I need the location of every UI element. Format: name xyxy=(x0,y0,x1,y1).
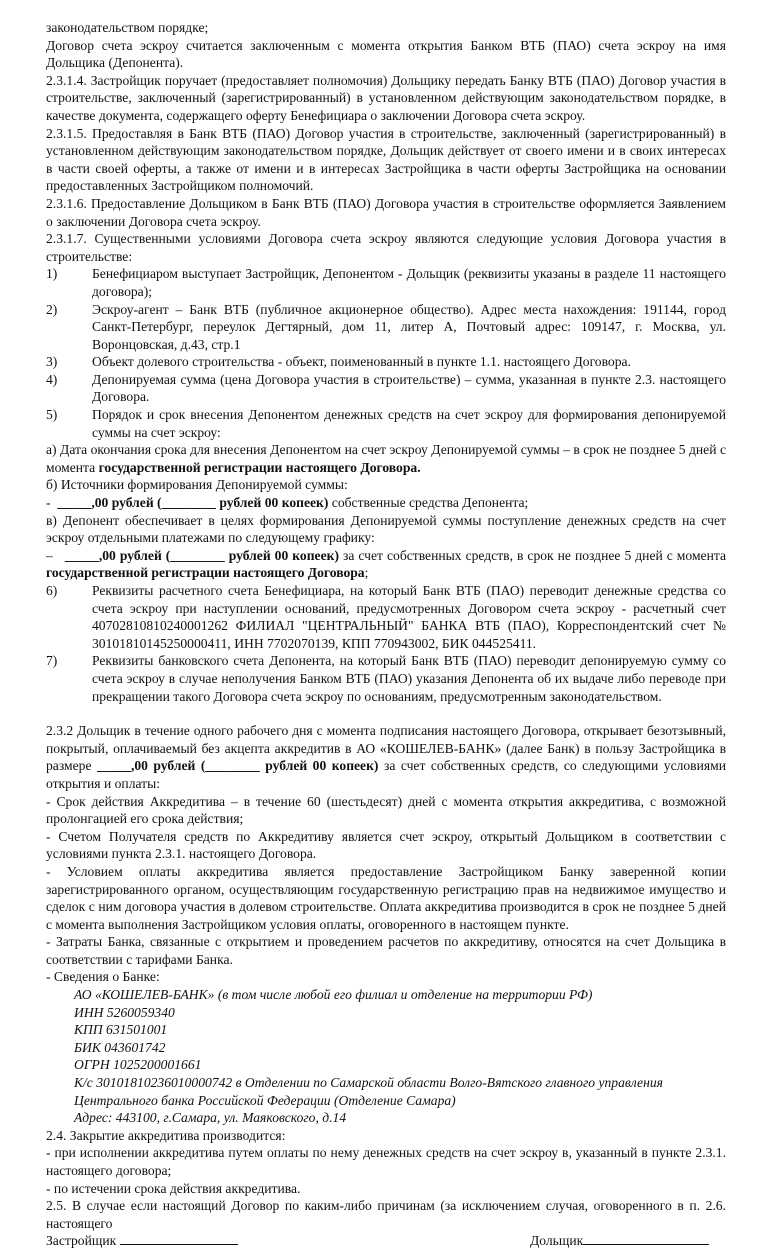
signature-block xyxy=(46,1232,726,1250)
signature-shareholder-label: Дольщик xyxy=(530,1233,584,1249)
list-number: 3) xyxy=(46,354,58,370)
sum-description: за счет собственных средств, в срок не позднее 5 дней с момента xyxy=(338,547,726,563)
list-number: 5) xyxy=(46,407,58,423)
list-item xyxy=(46,265,726,300)
condition-bank-info: - Сведения о Банке: xyxy=(46,969,160,985)
list-text: Объект долевого строительства - объект, поименованный в пункте 1.1. настоящего Договора. xyxy=(92,354,631,370)
list-number: 1) xyxy=(46,266,58,282)
paragraph-2-3-2-text: 2.3.2 Дольщик в течение одного рабочего дня с момента подписания настоящего Договора, открывает безотзывный, покрытый, оплачиваемый без акцепта аккредитив в АО «КОШЕЛЕВ-БАНК» (далее Банк) в пользу Застройщика в размере xyxy=(46,723,726,774)
condition-payment: - Условием оплаты аккредитива является предоставление Застройщиком Банку заверенной копии зарегистрированного органом, осуществляющим государственную регистрацию прав на недвижимое имущество и сделок с ним договора участия в долевом строительстве. Оплата аккредитива производится в срок не позднее 5 дней с момента выполнения Застройщиком условия оплаты, оговоренного в настоящем пункте. xyxy=(46,863,726,932)
bank-correspondent-account: К/с 30101810236010000742 в Отделении по Самарской области Волго-Вятского главного управления Центрального банка Российской Федерации (Отделение Самара) xyxy=(74,1075,663,1108)
list-number: 6) xyxy=(46,583,58,598)
condition-recipient: - Счетом Получателя средств по Аккредитиву является счет эскроу, открытый Дольщиком в соответствии с условиями пункта 2.3.1. настоящего Договора. xyxy=(46,828,726,862)
paragraph-2-4: 2.4. Закрытие аккредитива производится: xyxy=(46,1127,286,1143)
signature-shareholder xyxy=(530,1232,709,1250)
sum-description: собственные средства Депонента; xyxy=(328,495,529,511)
list-item xyxy=(46,301,726,354)
bank-address: Адрес: 443100, г.Самара, ул. Маяковского, д.14 xyxy=(74,1110,347,1126)
list-item xyxy=(46,406,726,441)
document-page xyxy=(46,19,726,1250)
sum-line-2 xyxy=(46,547,726,582)
sum-end: ; xyxy=(364,565,369,581)
list-item xyxy=(46,371,726,406)
list-text: Реквизиты расчетного счета Бенефициара, на который Банк ВТБ (ПАО) переводит денежные средства со счета эскроу при наступлении оснований, предусмотренных Договором счета эскроу - расчетный счет 40702810810240001262 ФИЛИАЛ "ЦЕНТРАЛЬНЫЙ" БАНКА ВТБ (ПАО), Корреспондентский счет № 30101810145250000411, ИНН 7702070139, КПП 770943002, БИК 044525411. xyxy=(92,583,726,651)
sum-amount-blank: _____,00 рублей (________ рублей 00 копеек) xyxy=(57,495,329,511)
condition-costs: - Затраты Банка, связанные с открытием и проведением расчетов по аккредитиву, относятся на счет Дольщика в соответствии с тарифами Банка. xyxy=(46,934,726,967)
list-number: 2) xyxy=(46,301,58,317)
sum-line-1 xyxy=(46,494,726,512)
sum-amount-blank: _____,00 рублей (________ рублей 00 копеек) xyxy=(96,758,379,774)
sum-prefix: – xyxy=(46,547,65,563)
paragraph-2-3-1-7: 2.3.1.7. Существенными условиями Договора счета эскроу являются следующие условия Договора участия в строительстве: xyxy=(46,231,726,264)
paragraph: законодательством порядке; xyxy=(46,20,209,35)
sum-prefix: - xyxy=(46,495,58,511)
list-text: Реквизиты банковского счета Депонента, на который Банк ВТБ (ПАО) переводит депонируемую сумму со счета эскроу в случае неполучения Банком ВТБ (ПАО) указания Депонента об их выдаче либо переводе при прекращении такого Договора счета эскроу по основаниям, предусмотренным законодательством. xyxy=(92,653,726,704)
closing-condition-1: - при исполнении аккредитива путем оплаты по нему денежных средств на счет эскроу в, указанный в пункте 2.3.1. настоящего договора; xyxy=(46,1145,726,1178)
closing-condition-2: - по истечении срока действия аккредитива. xyxy=(46,1180,301,1196)
list-item xyxy=(46,652,726,705)
sum-bold-phrase: государственной регистрации настоящего Договора xyxy=(46,565,365,581)
paragraph-escrow-contract: Договор счета эскроу считается заключенным с момента открытия Банком ВТБ (ПАО) счета эскроу на имя Дольщика (Депонента). xyxy=(46,37,726,71)
list-number: 4) xyxy=(46,371,58,387)
subparagraph-v: в) Депонент обеспечивает в целях формирования Депонируемой суммы поступление денежных средств на счет эскроу отдельными платежами по следующему графику: xyxy=(46,512,726,546)
condition-term: - Срок действия Аккредитива – в течение 60 (шестьдесят) дней с момента открытия аккредитива, с возможной пролонгацией его срока действия; xyxy=(46,793,726,827)
subparagraph-a-text: а) Дата окончания срока для внесения Депонентом на счет эскроу Депонируемой суммы – в срок не позднее 5 дней с момента xyxy=(46,442,726,475)
spacer xyxy=(46,705,726,722)
list-text: Депонируемая сумма (цена Договора участия в строительстве) – сумма, указанная в пункте 2.3. настоящего Договора. xyxy=(92,371,726,405)
subparagraph-a xyxy=(46,441,726,476)
bank-details xyxy=(46,986,726,1127)
paragraph-2-3-1-6: 2.3.1.6. Предоставление Дольщиком в Банк ВТБ (ПАО) Договора участия в строительстве оформляется Заявлением о заключении Договора счета эскроу. xyxy=(46,195,726,229)
subparagraph-a-bold: государственной регистрации настоящего Договора. xyxy=(98,459,421,475)
list-item xyxy=(46,582,726,652)
signature-developer xyxy=(46,1232,530,1250)
paragraph-2-5: 2.5. В случае если настоящий Договор по каким-либо причинам (за исключением случая, оговоренного в п. 2.6. настоящего xyxy=(46,1198,726,1231)
bank-name: АО «КОШЕЛЕВ-БАНК» (в том числе любой его филиал и отделение на территории РФ) xyxy=(74,987,593,1003)
paragraph-2-3-2-rest: за счет собственных средств, со следующими условиями открытия и оплаты: xyxy=(46,758,727,791)
paragraph-2-3-1-4: 2.3.1.4. Застройщик поручает (предоставляет полномочия) Дольщику передать Банку ВТБ (ПАО) Договор участия в строительстве, заключенный (зарегистрированный) в установленном действующим законодательством порядке, в качестве документа, содержащего оферту Бенефициара о заключении Договора счета эскроу. xyxy=(46,72,726,123)
bank-bik: БИК 043601742 xyxy=(74,1039,166,1055)
list-text: Порядок и срок внесения Депонентом денежных средств на счет эскроу для формирования депонируемой суммы на счет эскроу: xyxy=(92,407,726,440)
paragraph-2-3-1-5: 2.3.1.5. Предоставляя в Банк ВТБ (ПАО) Договор участия в строительстве, заключенный (зарегистрированный) в установленном действующим законодательством порядке, Дольщик действует от своего имени и в своих интересах в части своей оферты, а также от имени и в интересах Застройщика в части оферты Застройщика на основании предоставленных Застройщиком полномочий. xyxy=(46,125,726,194)
bank-ogrn: ОГРН 1025200001661 xyxy=(74,1057,202,1073)
list-number: 7) xyxy=(46,653,58,669)
bank-inn: ИНН 5260059340 xyxy=(74,1004,175,1020)
paragraph-2-3-2 xyxy=(46,722,726,792)
list-text: Эскроу-агент – Банк ВТБ (публичное акционерное общество). Адрес места нахождения: 191144, город Санкт-Петербург, переулок Дегтярный, дом 11, литер А, Почтовый адрес: 109147, г. Москва, ул. Воронцовская, д.43, стр.1 xyxy=(92,301,726,352)
list-text: Бенефициаром выступает Застройщик, Депонентом - Дольщик (реквизиты указаны в разделе 11 настоящего договора); xyxy=(92,266,726,299)
list-item xyxy=(46,353,726,371)
signature-line xyxy=(583,1232,709,1245)
bank-kpp: КПП 631501001 xyxy=(74,1022,168,1038)
signature-line xyxy=(120,1232,238,1245)
subparagraph-b: б) Источники формирования Депонируемой суммы: xyxy=(46,477,348,493)
signature-developer-label: Застройщик xyxy=(46,1233,120,1249)
sum-amount-blank: _____,00 рублей (________ рублей 00 копеек) xyxy=(64,547,339,563)
